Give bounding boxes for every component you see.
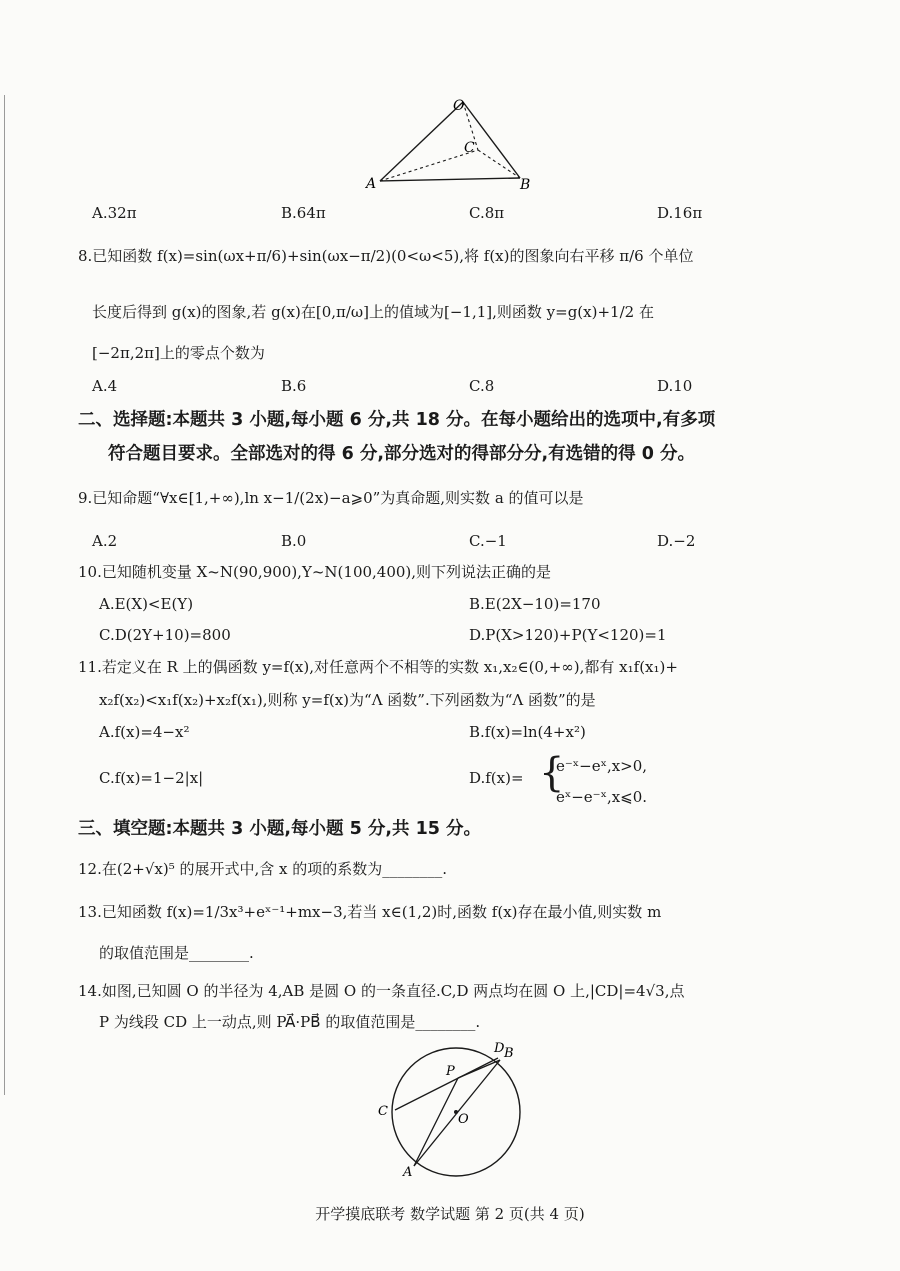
section-2-heading-line-1: 二、选择题:本题共 3 小题,每小题 6 分,共 18 分。在每小题给出的选项中,有多项 xyxy=(78,410,716,430)
q8-line-3: [−2π,2π]上的零点个数为 xyxy=(92,344,265,362)
q11-option-c: C.f(x)=1−2|x| xyxy=(99,769,204,787)
label-a: A xyxy=(366,176,377,192)
edge-ab xyxy=(380,178,520,181)
page-footer: 开学摸底联考 数学试题 第 2 页(共 4 页) xyxy=(315,1205,585,1223)
segment-pb xyxy=(458,1060,500,1078)
q9-option-d: D.−2 xyxy=(657,532,696,550)
q11-option-d-prefix: D.f(x)= xyxy=(469,769,524,787)
brace-icon: { xyxy=(539,750,565,796)
label-b2: B xyxy=(504,1046,514,1061)
label-o: O xyxy=(453,98,465,114)
q13-line-1: 13.已知函数 f(x)=1/3x³+eˣ⁻¹+mx−3,若当 x∈(1,2)时,函数 f(x)存在最小值,则实数 m xyxy=(78,903,662,921)
q11-option-d-case-1: e⁻ˣ−eˣ,x>0, xyxy=(556,757,648,775)
q8-option-a: A.4 xyxy=(92,377,118,395)
q14-line-1: 14.如图,已知圆 O 的半径为 4,AB 是圆 O 的一条直径.C,D 两点均在圆 O 上,|CD|=4√3,点 xyxy=(78,982,685,1000)
q8-option-b: B.6 xyxy=(281,377,307,395)
q10-line-1: 10.已知随机变量 X~N(90,900),Y~N(100,400),则下列说法正确的是 xyxy=(78,563,552,581)
label-d: D xyxy=(494,1041,505,1056)
q8-option-d: D.10 xyxy=(657,377,693,395)
q10-option-b: B.E(2X−10)=170 xyxy=(469,595,601,613)
label-o2: O xyxy=(458,1112,469,1127)
q10-option-a: A.E(X)<E(Y) xyxy=(99,595,194,613)
section-2-heading-line-2: 符合题目要求。全部选对的得 6 分,部分选对的得部分分,有选错的得 0 分。 xyxy=(108,444,696,464)
q9-option-b: B.0 xyxy=(281,532,307,550)
section-3-heading: 三、填空题:本题共 3 小题,每小题 5 分,共 15 分。 xyxy=(78,819,482,839)
q13-line-2: 的取值范围是________. xyxy=(99,944,254,962)
q8-option-c: C.8 xyxy=(469,377,495,395)
q10-option-d: D.P(X>120)+P(Y<120)=1 xyxy=(469,626,667,644)
label-c2: C xyxy=(378,1104,388,1119)
q7-option-c: C.8π xyxy=(469,204,505,222)
q8-line-1: 8.已知函数 f(x)=sin(ωx+π/6)+sin(ωx−π/2)(0<ω<5),将 f(x)的图象向右平移 π/6 个单位 xyxy=(78,247,694,265)
pyramid-figure xyxy=(360,92,540,196)
q8-line-2: 长度后得到 g(x)的图象,若 g(x)在[0,π/ω]上的值域为[−1,1],则函数 y=g(x)+1/2 在 xyxy=(92,303,654,321)
segment-pa xyxy=(414,1078,458,1166)
label-b: B xyxy=(520,177,531,193)
q9-option-a: A.2 xyxy=(92,532,118,550)
q10-option-c: C.D(2Y+10)=800 xyxy=(99,626,231,644)
edge-cb xyxy=(478,150,520,178)
q9-option-c: C.−1 xyxy=(469,532,507,550)
q14-line-2: P 为线段 CD 上一动点,则 PA⃗·PB⃗ 的取值范围是________. xyxy=(99,1013,481,1031)
q9-line-1: 9.已知命题“∀x∈[1,+∞),ln x−1/(2x)−a⩾0”为真命题,则实数 a 的值可以是 xyxy=(78,489,584,507)
edge-oa xyxy=(380,102,463,181)
label-a2: A xyxy=(403,1165,413,1178)
q11-option-b: B.f(x)=ln(4+x²) xyxy=(469,723,586,741)
q7-option-b: B.64π xyxy=(281,204,326,222)
q12-line-1: 12.在(2+√x)⁵ 的展开式中,含 x 的项的系数为________. xyxy=(78,860,448,878)
q7-option-a: A.32π xyxy=(92,204,137,222)
page-edge-line xyxy=(4,95,5,1095)
q11-option-d-case-2: eˣ−e⁻ˣ,x⩽0. xyxy=(556,788,648,806)
label-p: P xyxy=(446,1064,455,1079)
q11-line-2: x₂f(x₂)<x₁f(x₂)+x₂f(x₁),则称 y=f(x)为“Λ 函数”.下列函数为“Λ 函数”的是 xyxy=(99,691,596,709)
q11-option-a: A.f(x)=4−x² xyxy=(99,723,190,741)
circle-figure xyxy=(370,1038,535,1178)
q11-line-1: 11.若定义在 R 上的偶函数 y=f(x),对任意两个不相等的实数 x₁,x₂∈(0,+∞),都有 x₁f(x₁)+ xyxy=(78,658,678,676)
label-c: C xyxy=(464,140,475,156)
q7-option-d: D.16π xyxy=(657,204,703,222)
